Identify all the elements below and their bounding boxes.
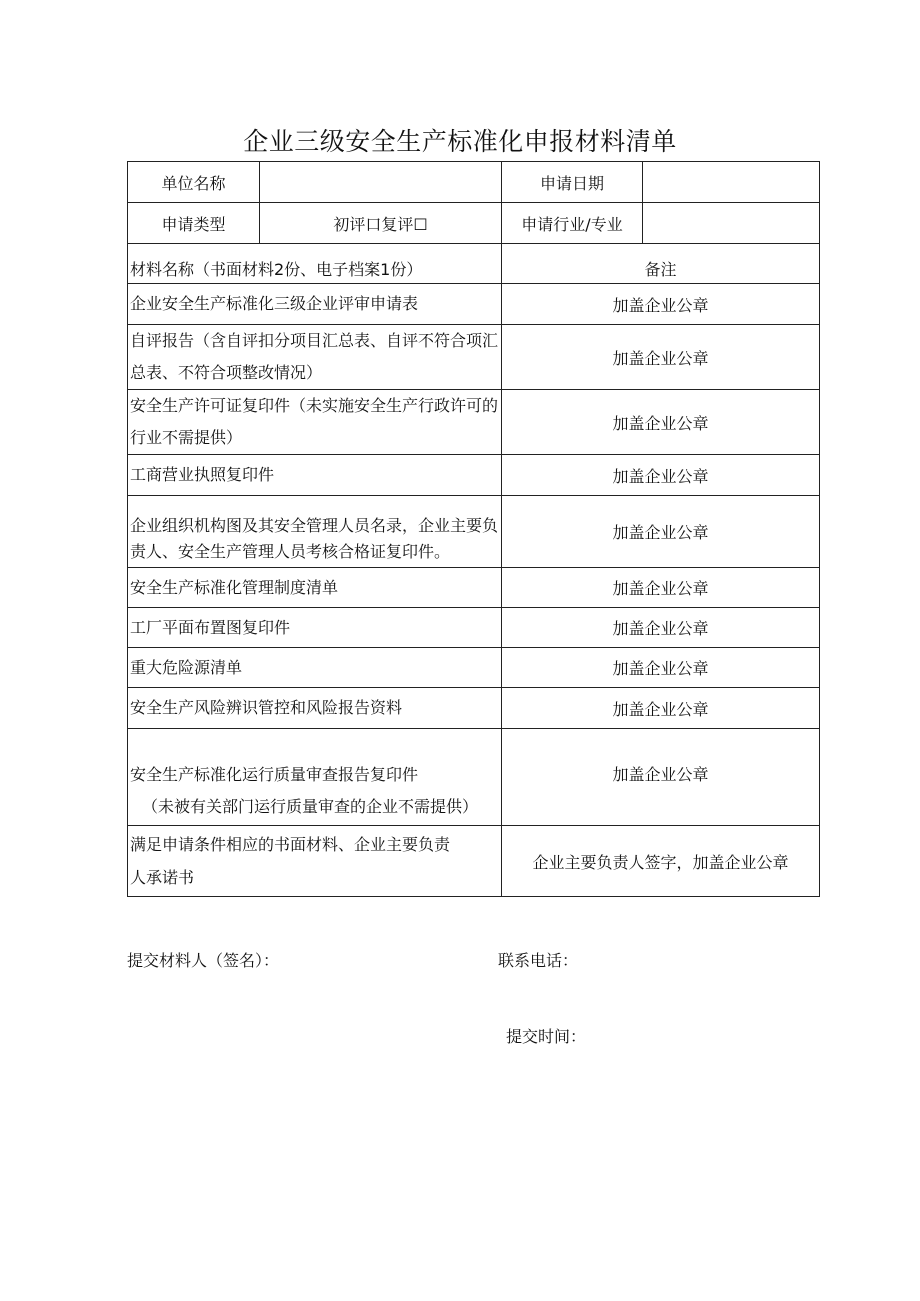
material-name: 自评报告（含自评扣分项目汇总表、自评不符合项汇总表、不符合项整改情况） <box>128 325 502 390</box>
material-name: 安全生产标准化管理制度清单 <box>128 568 502 608</box>
apply-date-label: 申请日期 <box>502 162 643 203</box>
materials-header-row <box>128 244 820 284</box>
unit-row <box>128 162 820 203</box>
material-name: 重大危险源清单 <box>128 648 502 688</box>
material-row <box>128 325 820 390</box>
material-name: 工商营业执照复印件 <box>128 455 502 496</box>
application-form-table <box>127 161 820 897</box>
material-note: 加盖企业公章 <box>502 496 820 568</box>
material-row <box>128 568 820 608</box>
material-name: 安全生产标准化运行质量审查报告复印件 <box>130 765 419 784</box>
material-note: 加盖企业公章 <box>502 325 820 390</box>
material-row <box>128 390 820 455</box>
unit-name-label: 单位名称 <box>128 162 260 203</box>
material-note: 加盖企业公章 <box>502 688 820 729</box>
material-note: 加盖企业公章 <box>502 568 820 608</box>
material-note: 加盖企业公章 <box>502 729 820 826</box>
material-name: 工厂平面布置图复印件 <box>128 608 502 648</box>
page-title: 企业三级安全生产标准化申报材料清单 <box>243 127 677 156</box>
industry-field[interactable] <box>643 203 820 244</box>
material-note: 加盖企业公章 <box>502 648 820 688</box>
material-name: 企业安全生产标准化三级企业评审申请表 <box>128 284 502 325</box>
apply-date-field[interactable] <box>643 162 820 203</box>
material-note: 加盖企业公章 <box>502 390 820 455</box>
material-name: 安全生产许可证复印件（未实施安全生产行政许可的行业不需提供） <box>128 390 502 455</box>
unit-name-field[interactable] <box>260 162 502 203</box>
material-name-cell <box>128 729 502 826</box>
material-row <box>128 608 820 648</box>
material-name: 企业组织机构图及其安全管理人员名录，企业主要负责人、安全生产管理人员考核合格证复印件。 <box>128 496 502 568</box>
material-note: 加盖企业公章 <box>502 455 820 496</box>
industry-label: 申请行业/专业 <box>502 203 643 244</box>
notes-column-header: 备注 <box>502 244 820 284</box>
material-row <box>128 688 820 729</box>
apply-type-label: 申请类型 <box>128 203 260 244</box>
material-note: 企业主要负责人签字，加盖企业公章 <box>502 826 820 897</box>
material-row <box>128 729 820 826</box>
type-row <box>128 203 820 244</box>
material-name: 安全生产风险辨识管控和风险报告资料 <box>128 688 502 729</box>
material-name: 满足申请条件相应的书面材料、企业主要负责人承诺书 <box>128 826 502 897</box>
material-note: 加盖企业公章 <box>502 284 820 325</box>
material-row <box>128 284 820 325</box>
phone-label: 联系电话： <box>498 951 579 970</box>
material-row <box>128 455 820 496</box>
submit-time-label: 提交时间： <box>506 1027 587 1046</box>
material-row <box>128 496 820 568</box>
material-name-sub: （未被有关部门运行质量审查的企业不需提供） <box>142 797 479 816</box>
apply-type-options[interactable]: 初评口复评☐ <box>260 203 502 244</box>
material-row <box>128 648 820 688</box>
materials-column-header: 材料名称（书面材料2份、电子档案1份） <box>128 244 502 284</box>
material-note: 加盖企业公章 <box>502 608 820 648</box>
material-row <box>128 826 820 897</box>
submitter-label: 提交材料人（签名）： <box>127 951 280 970</box>
